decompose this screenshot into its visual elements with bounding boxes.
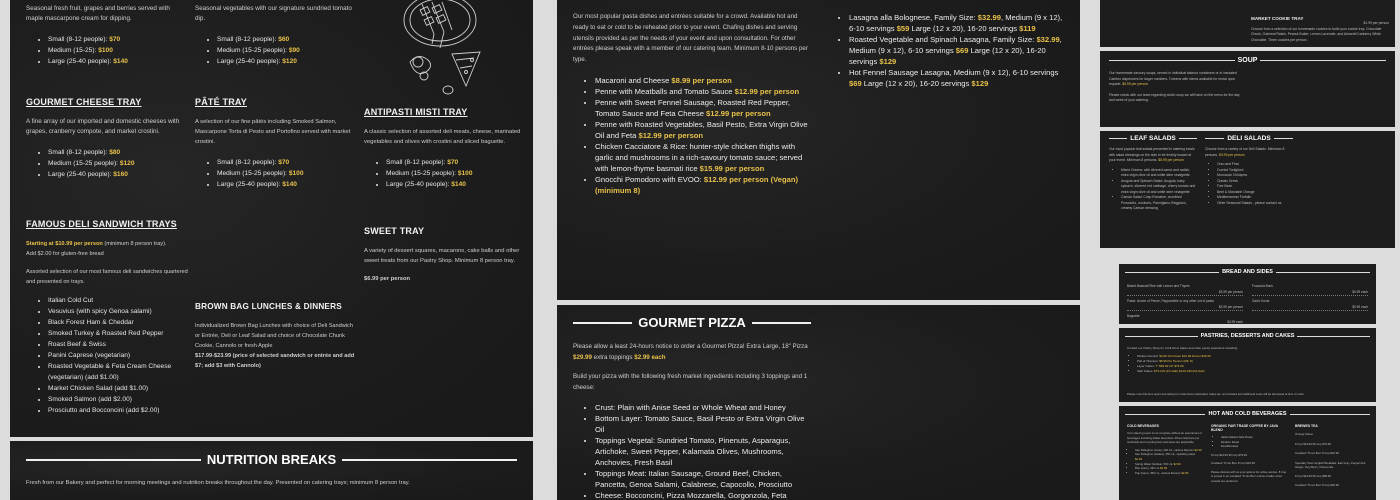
pizza-ingredients-list — [573, 402, 813, 500]
deli-salads-section: DELI SALADS Choose from a variety of our Deli Salads. Minimum 8 persons. $3.99 per person • Orzo and Feta • Curried Tortiglioni • Moroccan Chickpea • Classic Greek • Five Bean • Beet & Mandarin Orange • Mediterranean Farfalle • Other Seasonal Salads - please contact us — [1205, 135, 1293, 206]
antipasti-tray-sizes — [364, 157, 524, 190]
divider — [342, 459, 517, 461]
size-item: • Medium (15-25): $100 — [48, 45, 184, 56]
fruit-tray-sizes — [26, 34, 184, 67]
soup-desc: Our homemade savoury soups, served in individual takeout containers or in insulated Cambro dispensers for larger numbers. Tureens with stems available for rental upon request. $5.99 per person — [1109, 71, 1237, 86]
size-item: • Large (25-40 people): $160 — [48, 169, 186, 180]
antipasti-tray-title: ANTIPASTI MISTI TRAY — [364, 107, 468, 117]
divider — [573, 322, 632, 324]
divider — [26, 459, 201, 461]
soup-section — [1109, 71, 1245, 104]
cheese-tray-sizes — [26, 147, 186, 180]
pastries-banner: PASTRIES, DESSERTS AND CAKES — [1125, 333, 1370, 339]
brewed-tea-col: BREWED TEA Orange Pekoe 8 Cup $19.99 96 Cup $79.99 Insulated 'To Go Box' 8 Cup $22.99 Specialty Teas: English Breakfast, Earl Grey, Peppermint, Ginger, Very Berry, Chamomile 8 Cup $24.99 96 Cup $89.99 Insulated 'To Go Box' 8 Cup $29.99 — [1295, 424, 1367, 488]
list-item: • Moroccan Chickpea — [1217, 173, 1293, 179]
size-item: • Large (25-40 people): $120 — [217, 56, 355, 67]
veg-tray-desc: Seasonal vegetables with our signature sundried tomato dip. — [195, 5, 352, 22]
brown-bag-title: BROWN BAG LUNCHES & DINNERS — [195, 302, 342, 311]
beverages-banner: HOT AND COLD BEVERAGES — [1125, 411, 1370, 417]
entree-item: • Chicken Cacciatore & Rice: hunter-style chicken thighs with garlic and mushrooms in a rich-savoury tomato sauce; served with lemon-thyme basmati rice $15.99 per person — [595, 141, 813, 174]
list-item: • Arugula and Spinach Salad: Arugula, baby spinach, slivered red cabbage, cherry tomato and extra virgin olive oil and white wine vinaigrette — [1121, 179, 1197, 196]
size-item: • Large (25-40 people): $140 — [48, 56, 184, 67]
beverages-panel — [1119, 406, 1376, 500]
list-item: • Decaffeinated — [1221, 444, 1287, 449]
bread-sides-banner: BREAD AND SIDES — [1125, 269, 1370, 275]
list-item: • Panini Caprese (vegetarian) — [48, 350, 191, 361]
deli-trays-list — [26, 295, 191, 416]
size-item: • Small (8-12 people): $70 — [48, 34, 184, 45]
nutrition-breaks-title: NUTRITION BREAKS — [206, 452, 337, 467]
lasagna-item: • Hot Fennel Sausage Lasagna, Medium (9 x 12), 6-10 servings $69 Large (12 x 20), 16-20 servings $129 — [849, 67, 1067, 89]
soup-title: SOUP — [1237, 57, 1258, 64]
list-item: • Italian Market Dark Roast — [1221, 435, 1287, 440]
entrees-section — [573, 12, 813, 196]
deli-trays-title: FAMOUS DELI SANDWICH TRAYS — [26, 219, 177, 229]
soup-panel — [1100, 51, 1395, 127]
pate-tray-sizes — [195, 157, 355, 190]
list-item: • Italian Cold Cut — [48, 295, 191, 306]
entree-item: • Penne with Sweet Fennel Sausage, Roasted Red Pepper, Tomato Sauce and Feta Cheese $12.99 per person — [595, 97, 813, 119]
cookie-tray-title: MARKET COOKIE TRAY — [1251, 16, 1304, 21]
lasagna-section — [833, 12, 1067, 89]
list-item: • Pop (cans), 355 mL, various flavours $2.99 — [1135, 471, 1203, 476]
entree-item: • Penne with Roasted Vegetables, Basil Pesto, Extra Virgin Olive Oil and Feta $12.99 per person — [595, 119, 813, 141]
nutrition-breaks-desc: Fresh from our Bakery and perfect for morning meetings and nutrition breaks throughout the day. Presented on catering trays; minimum 8 person tray. — [26, 480, 410, 486]
pizza-build-desc: Build your pizza with the following fresh market ingredients including 3 toppings and 1 cheese: — [573, 373, 808, 391]
sweet-tray-section — [364, 226, 524, 284]
list-item: • Prosciutto and Bocconcini (add $2.00) — [48, 405, 191, 416]
list-item: • Classic Greek — [1217, 179, 1293, 185]
bread-side-item: Baked Basmati Rice with Lemon and Thyme $3.99 per person — [1127, 284, 1243, 296]
list-item: • Mixed Greens: with slivered carrot and radish, extra virgin olive oil and white wine vinaigrette — [1121, 168, 1197, 179]
entrees-list — [573, 75, 813, 196]
list-item: • Pail of Tiramisu: $5.99 Per Person (Min 8) — [1137, 359, 1211, 364]
size-item: • Large (25-40 people): $140 — [386, 179, 524, 190]
lasagna-item: • Roasted Vegetable and Spinach Lasagna, Family Size: $32.99, Medium (9 x 12), 6-10 servings $69 Large (12 x 20), 16-20 servings $129 — [849, 34, 1067, 67]
list-item: • Caesar Salad: Crisp Romaine, crumbled Prosciutto, croutons, Parmigiano-Reggiano, creamy Caesar dressing — [1121, 195, 1197, 212]
list-item: • San Pellegrino (cans), 330 mL, various flavours $2.99 — [1135, 448, 1203, 453]
bread-side-item: Baguette $3.99 each — [1127, 314, 1243, 324]
ingredient-item: • Toppings Meat: Italian Sausage, Ground Beef, Chicken, Pancetta, Genoa Salami, Calabrese, Capocollo, Prosciutto — [595, 468, 813, 490]
size-item: • Small (8-12 people): $70 — [217, 157, 355, 168]
antipasti-sketch-illustration — [388, 0, 488, 98]
sweet-tray-desc: A variety of dessert squares, macarons, cake balls and other sweet treats from our Pastry Shop. Minimum 8 person tray. — [364, 248, 520, 264]
list-item: • Layer Cakes: 7" $59.99 10" $79.99 — [1137, 364, 1211, 369]
list-item: • Black Forest Ham & Cheddar — [48, 317, 191, 328]
list-item: • Smoked Turkey & Roasted Red Pepper — [48, 328, 191, 339]
ingredient-item: • Crust: Plain with Anise Seed or Whole Wheat and Honey — [595, 402, 813, 413]
cheese-tray-section — [26, 97, 186, 180]
sweet-tray-price: $6.99 per person — [364, 276, 411, 282]
bread-side-item: Garlic Knots $0.99 each — [1252, 299, 1368, 311]
soup-banner — [1109, 57, 1386, 64]
entrees-desc: Our most popular pasta dishes and entrées suitable for a crowd. Available hot and ready to eat or cold to be reheated prior to your event. Chafing dishes and serving utensils provided as per the needs of your event and upon consultation. For other entrées please speak with a member of our catering team. Minimum 8-10 persons per type. — [573, 13, 808, 64]
pizza-section — [573, 341, 813, 500]
size-item: • Small (8-12 people): $80 — [48, 147, 186, 158]
list-item: • Orzo and Feta — [1217, 162, 1293, 168]
nutrition-breaks-panel — [10, 441, 533, 500]
list-item: • Roasted Vegetable & Feta Cream Cheese (vegetarian) (add $1.00) — [48, 361, 191, 383]
entree-item: • Macaroni and Cheese $8.99 per person — [595, 75, 813, 86]
brown-bag-price: $17.99-$23.99 (price of selected sandwich or entrée and add $7; add $3 with Cannolo) — [195, 353, 355, 369]
list-item: • Curried Tortiglioni — [1217, 168, 1293, 174]
ingredient-item: • Cheese: Bocconcini, Pizza Mozzarella, Gorgonzola, Feta — [595, 490, 813, 500]
list-item: • Smoked Salmon (add $2.00) — [48, 394, 191, 405]
antipasti-tray-desc: A classic selection of assorted deli meats, cheese, marinated vegetables and olives with crostini and sliced baguette. — [364, 129, 521, 145]
pizza-intro: Please allow a least 24-hours notice to order a Gourmet Pizza! Extra Large, 18" Pizza $29.99 extra toppings $2.99 each — [573, 343, 808, 361]
fruit-tray-desc: Seasonal fresh fruit, grapes and berries served with maple mascarpone cream for dipping. — [26, 5, 170, 22]
catering-trays-panel — [10, 0, 533, 437]
list-item: • Vesuvius (with spicy Genoa salami) — [48, 306, 191, 317]
veg-tray-section — [195, 4, 355, 67]
list-item: • Market Chicken Salad (add $1.00) — [48, 383, 191, 394]
list-item: • Brio (cans), 330 mL $2.99 — [1135, 466, 1203, 471]
gourmet-pizza-title: GOURMET PIZZA — [638, 315, 746, 330]
pastries-note: Please note that time spent decorating for customized celebration cakes are not included and additional costs will be discussed at time of order. — [1127, 392, 1305, 396]
entrees-panel — [557, 0, 1080, 300]
deli-trays-desc: Assorted selection of our most famous deli sandwiches quartered and presented on trays. — [26, 269, 188, 285]
deli-salads-banner: DELI SALADS — [1205, 135, 1293, 142]
entree-item: • Gnocchi Pomodoro with EVOO: $12.99 per person (Vegan) (minimum 8) — [595, 174, 813, 196]
nutrition-breaks-banner — [26, 452, 517, 467]
ingredient-item: • Toppings Vegetal: Sundried Tomato, Pinenuts, Asparagus, Artichoke, Sweet Pepper, Kalamata Olives, Mushrooms, Anchovies, Fresh Basil — [595, 435, 813, 468]
fruit-tray-section — [26, 4, 184, 67]
sweet-tray-title: SWEET TRAY — [364, 226, 425, 236]
pate-tray-section — [195, 97, 355, 190]
cheese-tray-title: GOURMET CHEESE TRAY — [26, 97, 142, 107]
pate-tray-desc: A selection of our fine pâtés including Smoked Salmon, Mascarpone Torta di Pesto and Portofino served with market crostini. — [195, 119, 351, 145]
entrees-banner-cut — [573, 0, 823, 2]
veg-tray-sizes — [195, 34, 355, 67]
size-item: • Medium (15-25 people): $100 — [386, 168, 524, 179]
divider — [752, 322, 811, 324]
cookie-tray-section — [1251, 16, 1389, 43]
ingredient-item: • Bottom Layer: Tomato Sauce, Basil Pesto or Extra Virgin Olive Oil — [595, 413, 813, 435]
pate-tray-title: PÂTÉ TRAY — [195, 97, 247, 107]
cookie-tray-price: $1.99 per person — [1363, 21, 1389, 25]
size-item: • Large (25-40 people): $140 — [217, 179, 355, 190]
salads-panel — [1100, 131, 1395, 248]
list-item: • San Pellegrino (bottles), 250 mL, sparkling water $2.99 — [1135, 452, 1203, 461]
soup-note: Please check with our team regarding which soup we will have on the menu for the day and week of your catering. — [1109, 92, 1240, 102]
pastries-desc: Contact our Pastry Shop for a full list of cakes and other pastry selections including: — [1127, 346, 1238, 350]
bread-side-item: Pasta: choice of Penne, Pappardelle or any other cut of pasta $3.99 per person — [1127, 299, 1243, 311]
cheese-tray-desc: A fine array of our imported and domestic cheeses with grapes, cranberry compote, and market crostini. — [26, 118, 180, 135]
list-item: • Spring Water (bottles), 500 mL $2.99 — [1135, 462, 1203, 467]
brown-bag-section — [195, 302, 355, 371]
entree-item: • Penne with Meatballs and Tomato Sauce $12.99 per person — [595, 86, 813, 97]
pastries-list — [1137, 354, 1211, 374]
gourmet-pizza-panel — [557, 305, 1080, 500]
size-item: • Small (8-12 people): $60 — [217, 34, 355, 45]
list-item: • Roast Beef & Swiss — [48, 339, 191, 350]
deli-trays-gf-note: Add $2.00 for gluten-free bread — [26, 251, 104, 257]
list-item: • Other Seasonal Salads - please contact us — [1217, 201, 1293, 207]
bread-side-item: Focaccia Buns $0.99 each — [1252, 284, 1368, 296]
size-item: • Medium (15-25 people): $90 — [217, 45, 355, 56]
size-item: • Medium (15-25 people): $120 — [48, 158, 186, 169]
coffee-col: ORGANIC FAIR TRADE COFFEE BY JAVA BLEND • Italian Market Dark Roast • Medium Roast • Decaffeinated 8 Cup $24.99 96 Cup $79.99 Insulated 'To Go Box' 8 Cup $32.99 Please discuss with us your options for coffee service. 8 Cup is served in an insulated 'To Go Box' unless smaller sized vessels are preferred. — [1211, 424, 1287, 484]
brown-bag-desc: Individualized Brown Bag Lunches with choice of Deli Sandwich or Entrée, Deli or Leaf Salad and choice of Chocolate Chunk Cookie, Cannolo or fresh Apple — [195, 323, 353, 349]
leaf-salads-section: LEAF SALADS Our most popular leaf salads presented in catering bowls with salad dressings on the side to be freshly tossed at your event. Minimum 8 persons. $5.99 per person • Mixed Greens: with slivered carrot and radish, extra virgin olive oil and white wine vinaigrette • Arugula and Spinach Salad: Arugula, baby spinach, slivered red cabbage, cherry tomato and extra virgin olive oil and white wine vinaigrette • Caesar Salad: Crisp Romaine, crumbled Prosciutto, croutons, Parmigiano-Reggiano, creamy Caesar dressing — [1109, 135, 1197, 212]
list-item: • Mediterranean Farfalle — [1217, 195, 1293, 201]
list-item: • Sicilian Cannoli: $3.99 1/2 Dozen $21.99 Dozen $39.99 — [1137, 354, 1211, 359]
cold-beverages-col: COLD BEVERAGES Your catering event is not complete without an assortment of beverages including Italian favourites. Prices listed are per can/bottle and recycling fees and taxes are applicable. • San Pellegrino (cans), 330 mL, various flavours $2.99 • San Pellegrino (bottles), 250 mL, sparkling water $2.99 • Spring Water (bottles), 500 mL $2.99 • Brio (cans), 330 mL $2.99 • Pop (cans), 355 mL, various flavours $2.99 — [1127, 424, 1203, 475]
list-item: • Slab Cakes: $79-119 (1/2 slab) $149-199 (full slab) — [1137, 369, 1211, 374]
deli-salads-list — [1205, 162, 1293, 206]
list-item: • Beet & Mandarin Orange — [1217, 190, 1293, 196]
bread-sides-panel — [1119, 264, 1376, 324]
list-item: • Medium Roast — [1221, 440, 1287, 445]
size-item: • Medium (15-25 people): $100 — [217, 168, 355, 179]
deli-trays-price: Starting at $10.99 per person — [26, 241, 103, 247]
lasagna-item: • Lasagna alla Bolognese, Family Size: $32.99, Medium (9 x 12), 6-10 servings $59 Large (12 x 20), 16-20 servings $119 — [849, 12, 1067, 34]
deli-sandwich-trays-section: FAMOUS DELI SANDWICH TRAYS Starting at $10.99 per person (minimum 8 person tray). Add $2.00 for gluten-free bread Assorted selection of our most famous deli sandwiches quartered and presented on trays. • Italian Cold Cut • Vesuvius (with spicy Genoa salami) • Black Forest Ham & Cheddar • Smoked Turkey & Roasted Red Pepper • Roast Beef & Swiss • Panini Caprese (vegetarian) • Roasted Vegetable & Feta Cream Cheese (vegetarian) (add $1.00) • Market Chicken Salad (add $1.00) • Smoked Salmon (add $2.00) • Prosciutto and Bocconcini (add $2.00) — [26, 219, 191, 416]
lasagna-list — [833, 12, 1067, 89]
gourmet-pizza-banner — [573, 315, 811, 330]
list-item: • Five Bean — [1217, 184, 1293, 190]
cookie-tray-desc: Choose from a selection of our homemade cookies to build your cookie tray: Chocolate Chunk, Oatmeal Raisin, Peanut Butter, Lemon Lavender, and Almond/Cranberry White Chocolate. Three cookies per person. — [1251, 26, 1382, 42]
leaf-salads-list — [1109, 168, 1197, 212]
size-item: • Small (8-12 people): $70 — [386, 157, 524, 168]
leaf-salads-banner: LEAF SALADS — [1109, 135, 1197, 142]
cookie-tray-panel — [1100, 0, 1395, 47]
antipasti-tray-section — [364, 107, 524, 190]
pastries-panel — [1119, 328, 1376, 402]
